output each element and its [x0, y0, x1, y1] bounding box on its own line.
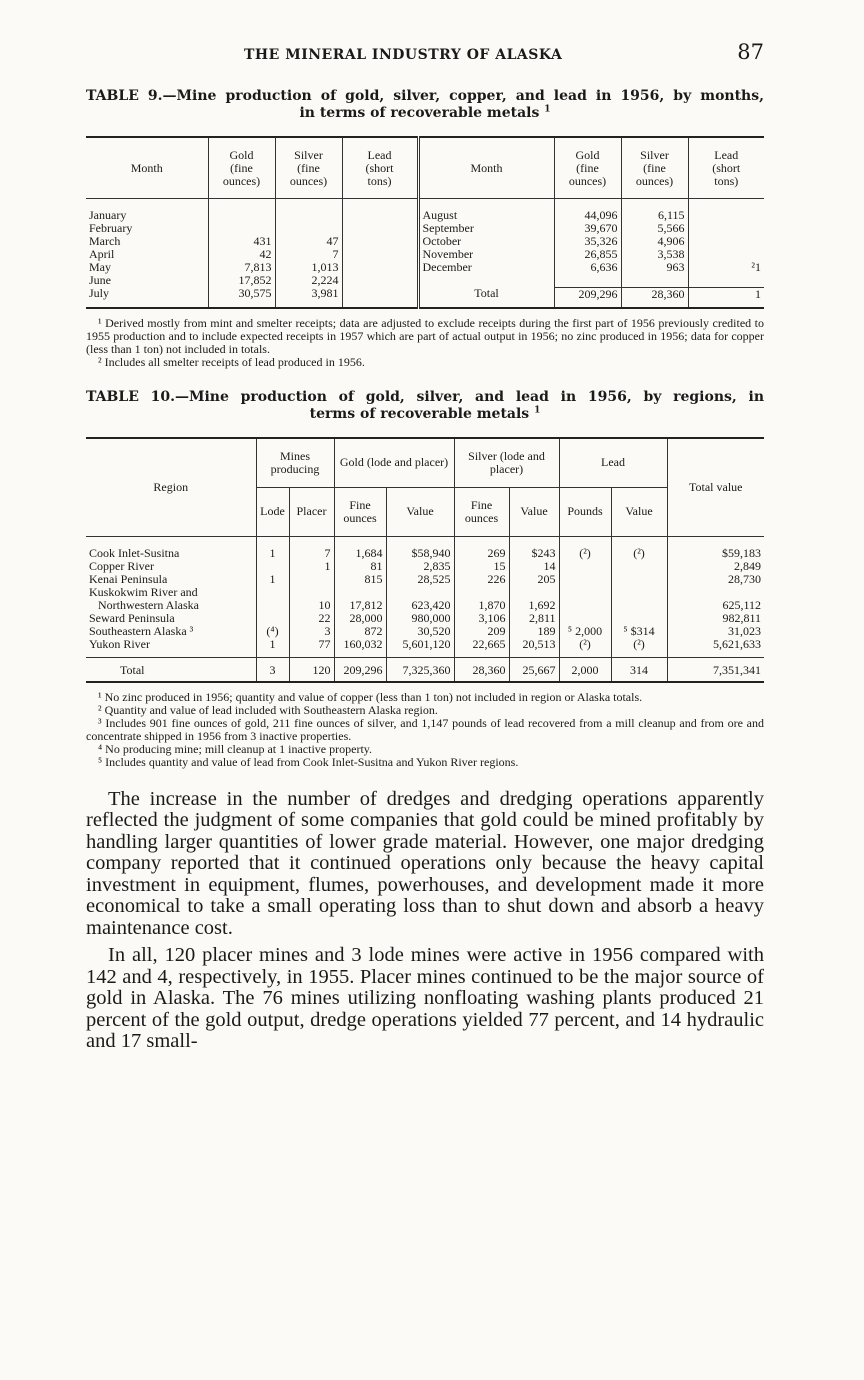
table10-value-cell [256, 586, 289, 599]
table10-row [86, 638, 764, 658]
table10-value-cell: 22,665 [454, 638, 509, 658]
table10-region-cell: Cook Inlet-Susitna [89, 545, 180, 560]
table10-value-cell: 189 [509, 625, 559, 638]
table10-region-cell: Seward Peninsula [89, 610, 175, 625]
table10-footnote-1: ¹ No zinc produced in 1956; quantity and value of copper (less than 1 ton) not included in region or Alaska totals. [98, 689, 643, 704]
table10-value-cell: 7,325,360 [386, 657, 454, 682]
table9-header-lead-left: Lead (short tons) [342, 137, 418, 199]
table10-total-row [86, 657, 764, 682]
table10-value-cell: 314 [611, 657, 667, 682]
table10-row [86, 560, 764, 573]
running-title: THE MINERAL INDUSTRY OF ALASKA [244, 47, 563, 63]
table10-value-cell: 160,032 [334, 638, 386, 658]
table10-value-cell: 1 [256, 573, 289, 586]
table10-value-cell [386, 586, 454, 599]
body-paragraph-1: The increase in the number of dredges and dredging operations apparently reflected the judgment of some companies that gold could be mined profitably by handling larger quantities of lower grade material. However, one major dredging company reported that it continued operations only because the heavy capital investment in equipment, flumes, powerhouses, and development made it more economical to take a small operating loss than to shut down and absorb a heavy maintenance cost. [86, 787, 764, 939]
table10-row [86, 536, 764, 560]
table9-footnote-2: ² Includes all smelter receipts of lead produced in 1956. [98, 354, 365, 369]
table9-value-cell: 209,296 [554, 287, 621, 308]
table9-value-cell [342, 235, 418, 248]
table10-value-cell: 120 [289, 657, 334, 682]
table9-month-cell: May [89, 260, 111, 274]
table9-value-cell: 6,636 [554, 261, 621, 274]
body-text [86, 789, 764, 1053]
table10-body [86, 536, 764, 682]
table10-row [86, 586, 764, 599]
table9-month-cell: September [418, 222, 554, 235]
table9-month-cell: June [89, 273, 111, 287]
table10-value-cell: 20,513 [509, 638, 559, 658]
table10-value-cell: 77 [289, 638, 334, 658]
table10-footnote-5: ⁵ Includes quantity and value of lead from Cook Inlet-Susitna and Yukon River regions. [98, 754, 519, 769]
table10-value-cell: 1,684 [334, 536, 386, 560]
table10-value-cell: 205 [509, 573, 559, 586]
table10-value-cell: 30,520 [386, 625, 454, 638]
table9-value-cell: 30,575 [208, 287, 275, 308]
table10-value-cell: 209,296 [334, 657, 386, 682]
table10-header-row1 [86, 438, 764, 488]
table10-title-footnote-ref: 1 [534, 404, 541, 415]
table10-header-silver-value: Value [509, 487, 559, 536]
table9-value-cell [688, 235, 764, 248]
table10-value-cell: 1 [256, 638, 289, 658]
table9-value-cell: 26,855 [554, 248, 621, 261]
table10-header-lead-value: Value [611, 487, 667, 536]
table10-region-cell: Kenai Peninsula [89, 571, 168, 586]
table10-header-lode: Lode [256, 487, 289, 536]
table9-header-silver-right: Silver (fine ounces) [621, 137, 688, 199]
table10-value-cell [509, 586, 559, 599]
table9-month-cell: February [89, 221, 133, 235]
table10-value-cell: 226 [454, 573, 509, 586]
table9-value-cell: 2,224 [275, 274, 342, 287]
table10-region-cell: Copper River [89, 558, 154, 573]
table10-title-line1: TABLE 10.—Mine production of gold, silver, and lead in 1956, by regions, in [86, 388, 764, 405]
table10-value-cell: (²) [611, 536, 667, 560]
table10-region-cell: Total [86, 657, 256, 682]
table9-value-cell: 42 [208, 248, 275, 261]
table10-header-gold-value: Value [386, 487, 454, 536]
table10-value-cell [611, 599, 667, 612]
table10-value-cell: 7,351,341 [667, 657, 764, 682]
table10-value-cell: 1 [289, 560, 334, 573]
table9-value-cell: 3,981 [275, 287, 342, 308]
table9-month-cell: November [418, 248, 554, 261]
table10-value-cell: 2,849 [667, 560, 764, 573]
table10-footnote-2: ² Quantity and value of lead included with Southeastern Alaska region. [98, 702, 438, 717]
table9-row [86, 261, 764, 274]
table9-row [86, 274, 764, 287]
table10-row [86, 573, 764, 586]
table10-header-silver: Silver (lode and placer) [454, 438, 559, 488]
table9-value-cell: 963 [621, 261, 688, 274]
table9-title-line1: TABLE 9.—Mine production of gold, silver, copper, and lead in 1956, by months, [86, 88, 764, 104]
table10-value-cell [559, 560, 611, 573]
table10-value-cell: 2,000 [559, 657, 611, 682]
table9-header-month-left: Month [86, 137, 208, 199]
table9-title-line2 [86, 105, 764, 122]
table10-header-total: Total value [667, 438, 764, 537]
table9-value-cell [688, 274, 764, 287]
table10-value-cell: 25,667 [509, 657, 559, 682]
table10-title-text2: terms of recoverable metals [309, 405, 530, 422]
table9-value-cell: ²1 [688, 261, 764, 274]
table10-value-cell: 980,000 [386, 612, 454, 625]
table9-value-cell [342, 261, 418, 274]
table10-footnote-4: ⁴ No producing mine; mill cleanup at 1 inactive property. [98, 741, 372, 756]
table10-value-cell [289, 586, 334, 599]
table10-value-cell: 22 [289, 612, 334, 625]
table10-value-cell: (²) [611, 638, 667, 658]
table10-value-cell: 14 [509, 560, 559, 573]
table10-header-gold: Gold (lode and placer) [334, 438, 454, 488]
table9-title [86, 88, 764, 122]
table10-value-cell: 5,621,633 [667, 638, 764, 658]
table9-value-cell: 6,115 [621, 199, 688, 223]
table10-header-placer: Placer [289, 487, 334, 536]
table10-value-cell [289, 573, 334, 586]
table10-value-cell: 28,360 [454, 657, 509, 682]
table9-header-gold-right: Gold (fine ounces) [554, 137, 621, 199]
table10-value-cell: 269 [454, 536, 509, 560]
table9-header-silver-left: Silver (fine ounces) [275, 137, 342, 199]
table10-value-cell: 28,525 [386, 573, 454, 586]
table10-value-cell: 1,692 [509, 599, 559, 612]
table10-value-cell: (²) [559, 638, 611, 658]
table10-value-cell [256, 560, 289, 573]
table10-value-cell: 7 [289, 536, 334, 560]
table9-value-cell [688, 222, 764, 235]
table9-row [86, 199, 764, 223]
table10-value-cell [611, 612, 667, 625]
table10-header-lead-pounds: Pounds [559, 487, 611, 536]
table9-value-cell: 44,096 [554, 199, 621, 223]
table9-value-cell [688, 199, 764, 223]
table9-value-cell: 47 [275, 235, 342, 248]
table10-value-cell: 3 [289, 625, 334, 638]
table10-value-cell: ⁵ $314 [611, 625, 667, 638]
table10-value-cell [454, 586, 509, 599]
table10-value-cell [667, 586, 764, 599]
table9-value-cell [342, 248, 418, 261]
table10-value-cell [334, 586, 386, 599]
table9-footnotes [86, 317, 764, 369]
table9-body [86, 199, 764, 308]
table10-row [86, 625, 764, 638]
table9-value-cell: 17,852 [208, 274, 275, 287]
table9-header-gold-left: Gold (fine ounces) [208, 137, 275, 199]
table9-value-cell [342, 287, 418, 308]
table9-month-cell: April [89, 247, 115, 261]
table9-value-cell: 28,360 [621, 287, 688, 308]
table9-header-month-right: Month [418, 137, 554, 199]
table10-region-cell: Kuskokwim River and [89, 584, 198, 599]
table10-value-cell: $58,940 [386, 536, 454, 560]
table10-header-region: Region [86, 438, 256, 537]
table10-value-cell: 10 [289, 599, 334, 612]
table9-month-cell: January [89, 208, 127, 222]
page-number: 87 [737, 40, 764, 64]
table9-title-footnote-ref: 1 [544, 104, 551, 115]
page [86, 40, 764, 1059]
table10-region-cell: Northwestern Alaska [98, 597, 199, 612]
table10-value-cell: 3,106 [454, 612, 509, 625]
table10-value-cell: 623,420 [386, 599, 454, 612]
table10-footnotes [86, 691, 764, 769]
table10-value-cell: 982,811 [667, 612, 764, 625]
table10-value-cell: 2,811 [509, 612, 559, 625]
table10-header-silver-ounces: Fine ounces [454, 487, 509, 536]
table10-value-cell [611, 586, 667, 599]
table10-value-cell [559, 573, 611, 586]
table9-row [86, 287, 764, 308]
table10-value-cell [559, 612, 611, 625]
table10-value-cell [256, 599, 289, 612]
table10-value-cell [611, 560, 667, 573]
table9-header-lead-right: Lead (short tons) [688, 137, 764, 199]
table10-header-gold-ounces: Fine ounces [334, 487, 386, 536]
table10-row [86, 612, 764, 625]
table10-value-cell [611, 573, 667, 586]
table9-value-cell: 7 [275, 248, 342, 261]
table10-value-cell: 815 [334, 573, 386, 586]
table10-region-cell: Yukon River [89, 636, 150, 651]
table9-header-row [86, 137, 764, 199]
table9-month-cell: October [418, 235, 554, 248]
table9-value-cell: 7,813 [208, 261, 275, 274]
table10-value-cell: $243 [509, 536, 559, 560]
table9-value-cell [208, 199, 275, 223]
table9-title-text2: in terms of recoverable metals [299, 105, 540, 121]
table10-value-cell: 81 [334, 560, 386, 573]
table10-title [86, 389, 764, 423]
table10-value-cell: 15 [454, 560, 509, 573]
table9-value-cell: 1 [688, 287, 764, 308]
table9-value-cell: 3,538 [621, 248, 688, 261]
table9-month-cell: December [418, 261, 554, 274]
table10-header-mines: Mines producing [256, 438, 334, 488]
table9-value-cell [342, 274, 418, 287]
running-head [86, 40, 764, 70]
table10-value-cell: 1,870 [454, 599, 509, 612]
table9-value-cell [275, 199, 342, 223]
table9-value-cell [342, 222, 418, 235]
table9-value-cell [342, 199, 418, 223]
table9-value-cell: 35,326 [554, 235, 621, 248]
table9-value-cell: 5,566 [621, 222, 688, 235]
table10-header-lead: Lead [559, 438, 667, 488]
table10-value-cell: (⁴) [256, 625, 289, 638]
table10-value-cell: 1 [256, 536, 289, 560]
table10-value-cell: 17,812 [334, 599, 386, 612]
table10-footnote-3: ³ Includes 901 fine ounces of gold, 211 fine ounces of silver, and 1,147 pounds of lead recovered from a mill cleanup and from ore and concentrate shipped in 1956 from 3 inactive properties. [86, 715, 764, 743]
table9-value-cell: 39,670 [554, 222, 621, 235]
table10 [86, 437, 764, 683]
table9-month-cell: August [418, 199, 554, 223]
table10-value-cell: 625,112 [667, 599, 764, 612]
table10-value-cell: 872 [334, 625, 386, 638]
table10-value-cell [559, 599, 611, 612]
table9 [86, 136, 764, 309]
table10-value-cell: 28,730 [667, 573, 764, 586]
table10-region-cell: Southeastern Alaska ³ [89, 623, 194, 638]
table10-value-cell: 3 [256, 657, 289, 682]
table9-value-cell: 431 [208, 235, 275, 248]
table9-value-cell [554, 274, 621, 287]
table10-value-cell: ⁵ 2,000 [559, 625, 611, 638]
table9-value-cell [621, 274, 688, 287]
table9-month-cell [418, 274, 554, 287]
table10-value-cell: 2,835 [386, 560, 454, 573]
table9-value-cell: 1,013 [275, 261, 342, 274]
table9-month-cell: March [89, 234, 121, 248]
table10-value-cell: 5,601,120 [386, 638, 454, 658]
table10-row [86, 599, 764, 612]
table10-value-cell: 31,023 [667, 625, 764, 638]
table10-value-cell: $59,183 [667, 536, 764, 560]
table10-title-line2 [86, 406, 764, 423]
table9-footnote-1: ¹ Derived mostly from mint and smelter receipts; data are adjusted to exclude receipts during the first part of 1956 previously credited to 1955 production and to include expected receipts in 1957 which are part of actual output in 1956; no zinc produced in 1956; data for copper (less than 1 ton) not included in totals. [86, 315, 764, 356]
body-paragraph-2: In all, 120 placer mines and 3 lode mines were active in 1956 compared with 142 and 4, respectively, in 1955. Placer mines continued to be the major source of gold in Alaska. The 76 mines utilizing nonfloating washing plants produced 21 percent of the gold output, dredge operations yielded 77 percent, and 14 hydraulic and 17 small- [86, 944, 764, 1052]
table10-value-cell: (²) [559, 536, 611, 560]
table9-month-cell: Total [418, 287, 554, 308]
table9-value-cell: 4,906 [621, 235, 688, 248]
table9-month-cell: July [89, 286, 110, 301]
table10-value-cell: 209 [454, 625, 509, 638]
table10-value-cell: 28,000 [334, 612, 386, 625]
table10-value-cell [256, 612, 289, 625]
table10-value-cell [559, 586, 611, 599]
